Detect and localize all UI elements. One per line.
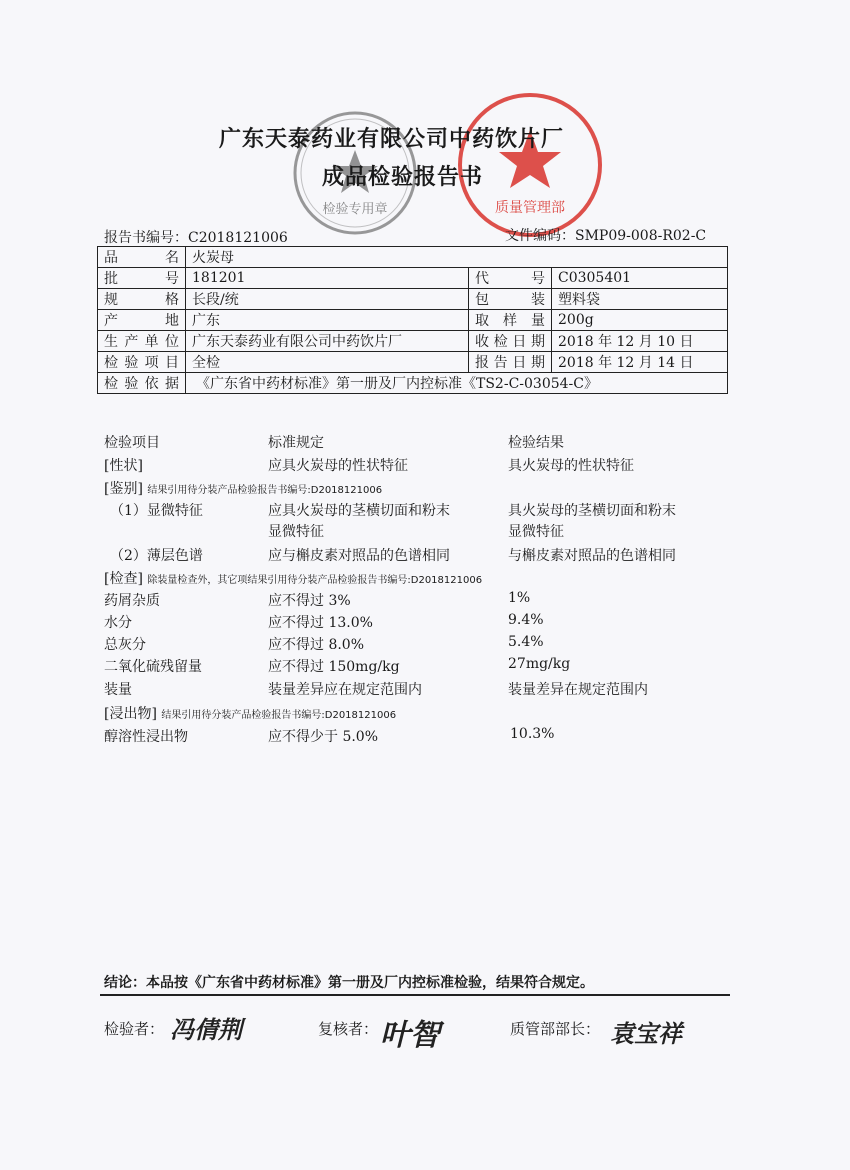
svg-text:质量管理部: 质量管理部: [495, 200, 565, 216]
check-standard-5: 装量差异应在规定范围内: [268, 682, 422, 698]
extract-title: [浸出物]: [104, 706, 157, 722]
report-number: [104, 227, 288, 247]
receive-date-label: 收检日期: [469, 331, 552, 352]
extract-standard: 应不得少于 5.0%: [268, 729, 379, 745]
tlc-result: 与槲皮素对照品的色谱相同: [508, 548, 676, 564]
extract-item: 醇溶性浸出物: [104, 729, 188, 745]
report-number-label: 报告书编号：: [104, 230, 188, 246]
check-title: [检查]: [104, 571, 143, 587]
spec-value: 长段/统: [186, 289, 469, 310]
report-date-label: 报告日期: [469, 352, 552, 373]
batch-label: 批 号: [98, 268, 186, 289]
check-result-5: 装量差异在规定范围内: [508, 682, 648, 698]
check-standard-2: 应不得过 13.0%: [268, 615, 373, 631]
conclusion-text: 结论：本品按《广东省中药材标准》第一册及厂内控标准检验，结果符合规定。: [104, 975, 594, 991]
code-value: C0305401: [552, 268, 728, 289]
file-number-value: SMP09-008-R02-C: [575, 228, 707, 244]
tlc-standard: 应与槲皮素对照品的色谱相同: [268, 548, 450, 564]
package-value: 塑料袋: [552, 289, 728, 310]
company-name: 广东天泰药业有限公司中药饮片厂: [219, 127, 565, 152]
extract-result: 10.3%: [510, 726, 555, 742]
file-number-label: 文件编码：: [505, 228, 575, 244]
extract-note: 结果引用待分装产品检验报告书编号:D2018121006: [161, 710, 397, 721]
table-row: [98, 352, 728, 373]
check-result-3: 5.4%: [508, 634, 544, 650]
report-date-value: 2018 年 12 月 14 日: [552, 352, 728, 373]
qa-head-signature: 袁宝祥: [610, 1019, 682, 1048]
inspection-seal-text: 检验专用章: [322, 202, 388, 217]
check-item-4: 二氧化硫残留量: [104, 659, 202, 675]
check-result-4: 27mg/kg: [508, 656, 571, 672]
origin-label: 产 地: [98, 310, 186, 331]
conclusion-divider: [100, 994, 730, 996]
table-row: [98, 310, 728, 331]
microscopic-standard-line1: 应具火炭母的茎横切面和粉末: [268, 503, 450, 519]
basis-label: 检验依据: [98, 373, 186, 394]
product-info-table: [97, 246, 728, 394]
document-title: 成品检验报告书: [322, 165, 484, 190]
check-result-2: 9.4%: [508, 612, 544, 628]
origin-value: 广东: [186, 310, 469, 331]
qa-head-label: 质管部部长：: [510, 1020, 601, 1038]
report-number-value: C2018121006: [188, 230, 288, 246]
check-standard-4: 应不得过 150mg/kg: [268, 659, 400, 675]
table-row: [98, 331, 728, 352]
table-row: [98, 289, 728, 310]
table-row: [98, 373, 728, 394]
microscopic-standard-line2: 显微特征: [268, 524, 324, 540]
package-label: 包 装: [469, 289, 552, 310]
identification-title: [鉴别]: [104, 481, 143, 497]
inspection-item-value: 全检: [186, 352, 469, 373]
microscopic-item: （1）显微特征: [110, 503, 203, 519]
traits-result: 具火炭母的性状特征: [508, 458, 634, 474]
check-item-2: 水分: [104, 615, 132, 631]
check-note: 除装量检查外，其它项结果引用待分装产品检验报告书编号:D2018121006: [147, 575, 483, 586]
col-standard-header: 标准规定: [268, 435, 324, 451]
traits-standard: 应具火炭母的性状特征: [268, 458, 408, 474]
check-item-3: 总灰分: [104, 637, 146, 653]
receive-date-value: 2018 年 12 月 10 日: [552, 331, 728, 352]
sample-label: 取 样 量: [469, 310, 552, 331]
identification-heading: [104, 478, 382, 498]
col-result-header: 检验结果: [508, 435, 564, 451]
table-row: [98, 247, 728, 268]
maker-value: 广东天泰药业有限公司中药饮片厂: [186, 331, 469, 352]
spec-label: 规 格: [98, 289, 186, 310]
check-result-1: 1%: [508, 590, 531, 606]
basis-value: 《广东省中药材标准》第一册及厂内控标准《TS2-C-03054-C》: [186, 373, 728, 394]
product-value: 火炭母: [186, 247, 728, 268]
inspector-label: 检验者：: [104, 1020, 165, 1038]
maker-label: 生产单位: [98, 331, 186, 352]
inspector-signature: 冯倩荆: [170, 1015, 242, 1044]
batch-value: 181201: [186, 268, 469, 289]
microscopic-result-line2: 显微特征: [508, 524, 564, 540]
product-label: 品 名: [98, 247, 186, 268]
extract-heading: [104, 703, 396, 723]
inspection-item-label: 检验项目: [98, 352, 186, 373]
check-heading: [104, 568, 482, 588]
col-item-header: 检验项目: [104, 435, 160, 451]
table-row: [98, 268, 728, 289]
check-standard-3: 应不得过 8.0%: [268, 637, 365, 653]
traits-heading: [性状]: [104, 458, 143, 474]
microscopic-result-line1: 具火炭母的茎横切面和粉末: [508, 503, 676, 519]
tlc-item: （2）薄层色谱: [110, 548, 203, 564]
reviewer-label: 复核者：: [318, 1020, 379, 1038]
identification-note: 结果引用待分装产品检验报告书编号:D2018121006: [147, 485, 383, 496]
sample-value: 200g: [552, 310, 728, 331]
check-item-5: 装量: [104, 682, 132, 698]
reviewer-signature: 叶智: [380, 1018, 440, 1053]
check-item-1: 药屑杂质: [104, 593, 160, 609]
code-label: 代 号: [469, 268, 552, 289]
file-number: [505, 225, 706, 245]
check-standard-1: 应不得过 3%: [268, 593, 351, 609]
